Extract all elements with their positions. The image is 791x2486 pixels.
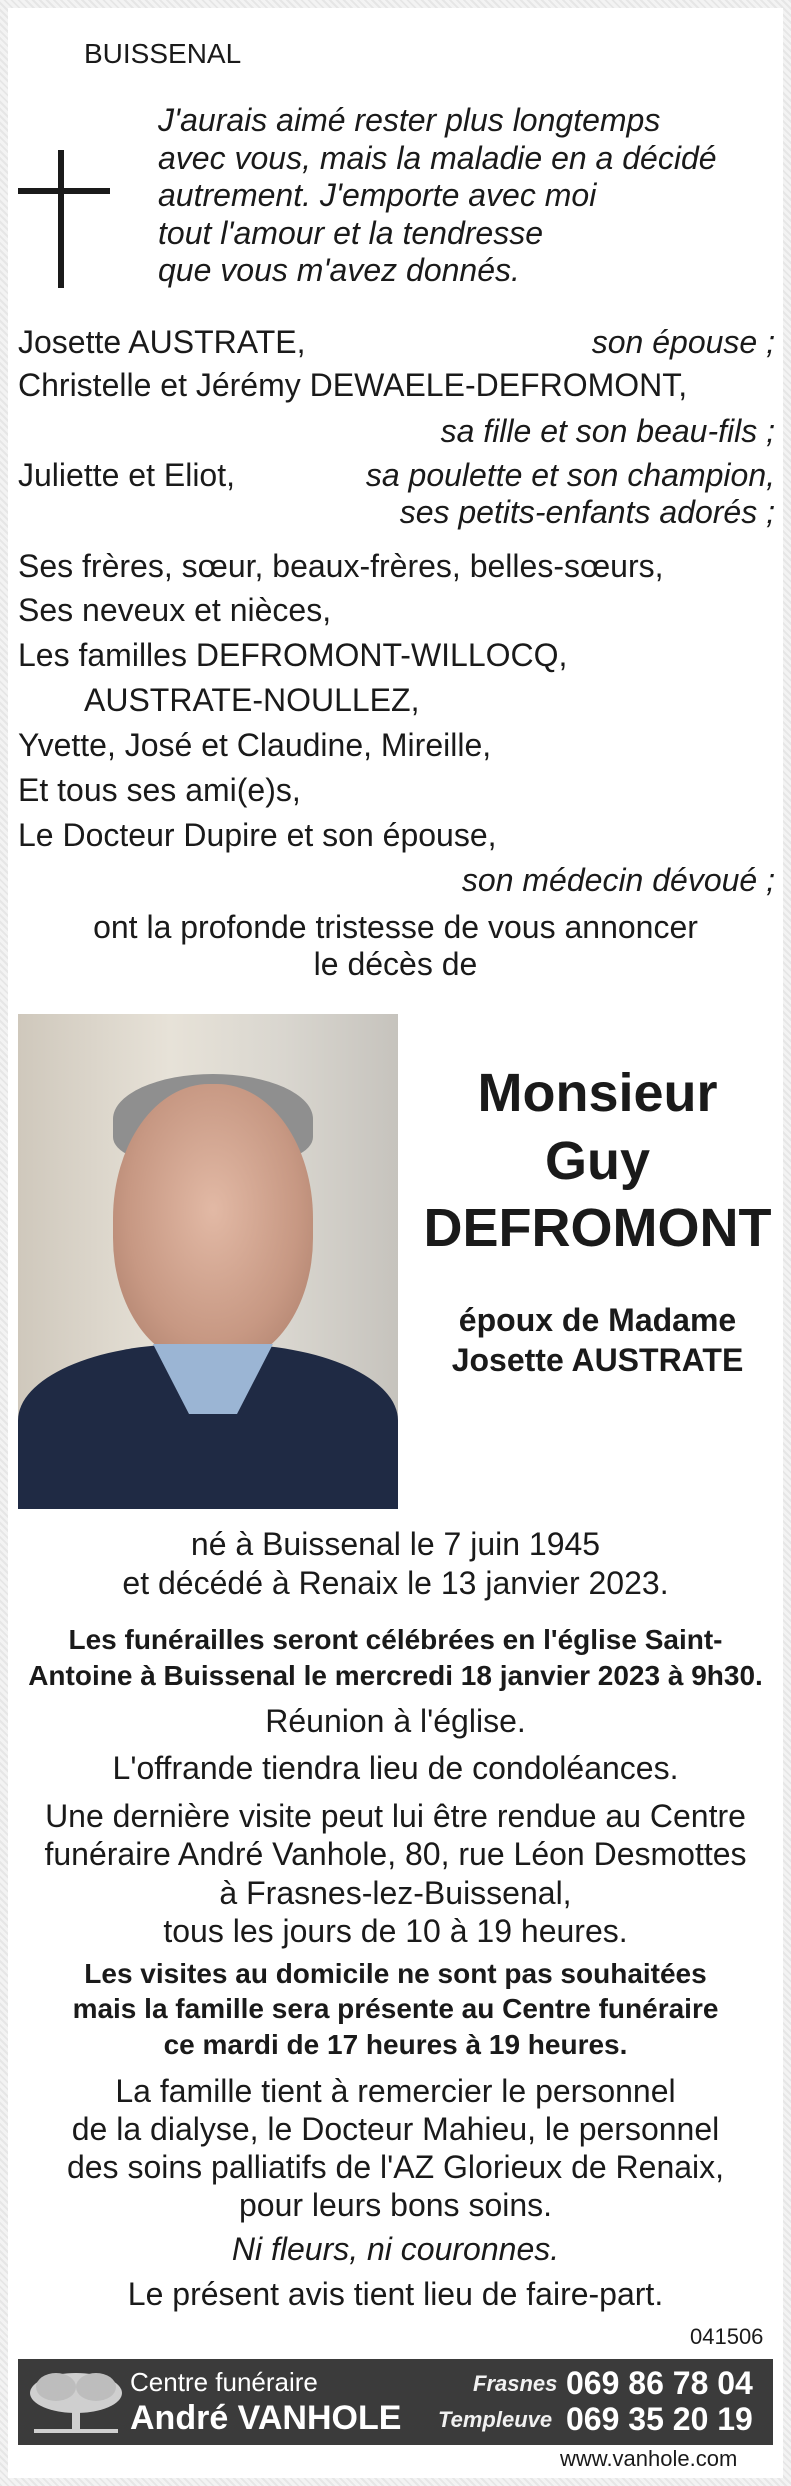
- funeral-line: Antoine à Buissenal le mercredi 18 janvier 2023 à 9h30.: [28, 1660, 763, 1691]
- family-member: Ses neveux et nièces,: [18, 592, 332, 628]
- visit-line: funéraire André Vanhole, 80, rue Léon Desmottes: [44, 1836, 747, 1872]
- family-name: Juliette et Eliot,: [18, 457, 235, 493]
- visit-line: tous les jours de 10 à 19 heures.: [163, 1913, 628, 1949]
- quote-line: tout l'amour et la tendresse: [158, 215, 543, 251]
- family-role: son épouse ;: [591, 324, 775, 360]
- family-member: Yvette, José et Claudine, Mireille,: [18, 727, 492, 763]
- family-member: Les familles DEFROMONT-WILLOCQ,: [18, 637, 568, 673]
- phone-city: Frasnes: [473, 2371, 558, 2396]
- family-member: AUSTRATE-NOULLEZ,: [84, 682, 420, 718]
- deceased-title: Monsieur: [477, 1063, 718, 1123]
- reference-number: 041506: [690, 2324, 764, 2349]
- family-member: Ses frères, sœur, beaux-frères, belles-sœurs,: [18, 548, 664, 584]
- home-visit-line: ce mardi de 17 heures à 19 heures.: [163, 2029, 628, 2060]
- birth-line: né à Buissenal le 7 juin 1945: [190, 1526, 601, 1562]
- funeral-home-name: André VANHOLE: [130, 2399, 402, 2437]
- quote-line: que vous m'avez donnés.: [158, 252, 520, 288]
- thanks-line: des soins palliatifs de l'AZ Glorieux de Renaix,: [66, 2149, 725, 2185]
- announce-line: ont la profonde tristesse de vous annoncer: [93, 909, 698, 945]
- family-role: sa fille et son beau-fils ;: [440, 413, 775, 449]
- funeral-home-label: Centre funéraire: [130, 2367, 318, 2397]
- phone-number: 069 35 20 19: [566, 2401, 753, 2437]
- family-name: Josette AUSTRATE,: [18, 324, 306, 360]
- faire-part-line: Le présent avis tient lieu de faire-part.: [127, 2276, 664, 2312]
- visit-line: Une dernière visite peut lui être rendue au Centre: [45, 1798, 746, 1834]
- place-header: BUISSENAL: [84, 38, 242, 69]
- phone-number: 069 86 78 04: [566, 2365, 753, 2401]
- quote-line: J'aurais aimé rester plus longtemps: [158, 102, 661, 138]
- quote-line: avec vous, mais la maladie en a décidé: [158, 140, 717, 176]
- tree-logo-icon: [26, 2365, 126, 2439]
- death-line: et décédé à Renaix le 13 janvier 2023.: [122, 1565, 669, 1601]
- family-role: sa poulette et son champion,: [365, 457, 775, 493]
- announce-line: le décès de: [313, 946, 478, 982]
- home-visit-line: mais la famille sera présente au Centre funéraire: [72, 1993, 719, 2024]
- family-member: Et tous ses ami(e)s,: [18, 772, 301, 808]
- family-member: Le Docteur Dupire et son épouse,: [18, 817, 497, 853]
- funeral-home-banner: [18, 2359, 773, 2445]
- cross-icon: [58, 150, 64, 288]
- thanks-line: La famille tient à remercier le personnel: [115, 2073, 676, 2109]
- reunion-line: Réunion à l'église.: [265, 1703, 526, 1739]
- deceased-lastname: DEFROMONT: [423, 1198, 772, 1258]
- spouse-line: époux de Madame: [458, 1302, 737, 1338]
- thanks-line: de la dialyse, le Docteur Mahieu, le personnel: [71, 2111, 720, 2147]
- funeral-line: Les funérailles seront célébrées en l'église Saint-: [68, 1624, 723, 1655]
- offrande-line: L'offrande tiendra lieu de condoléances.: [112, 1750, 679, 1786]
- spouse-line: Josette AUSTRATE: [451, 1342, 744, 1378]
- quote-line: autrement. J'emporte avec moi: [158, 177, 597, 213]
- deceased-photo: [18, 1014, 398, 1509]
- family-name: Christelle et Jérémy DEWAELE-DEFROMONT,: [18, 367, 688, 403]
- thanks-line: pour leurs bons soins.: [238, 2187, 553, 2223]
- cross-icon-bar: [18, 188, 110, 194]
- family-role: ses petits-enfants adorés ;: [399, 494, 775, 530]
- website: www.vanhole.com: [560, 2446, 738, 2471]
- family-role: son médecin dévoué ;: [461, 862, 775, 898]
- phone-city: Templeuve: [438, 2407, 553, 2432]
- home-visit-line: Les visites au domicile ne sont pas souhaitées: [84, 1958, 707, 1989]
- deceased-firstname: Guy: [544, 1131, 651, 1191]
- flowers-line: Ni fleurs, ni couronnes.: [231, 2231, 560, 2267]
- visit-line: à Frasnes-lez-Buissenal,: [219, 1875, 572, 1911]
